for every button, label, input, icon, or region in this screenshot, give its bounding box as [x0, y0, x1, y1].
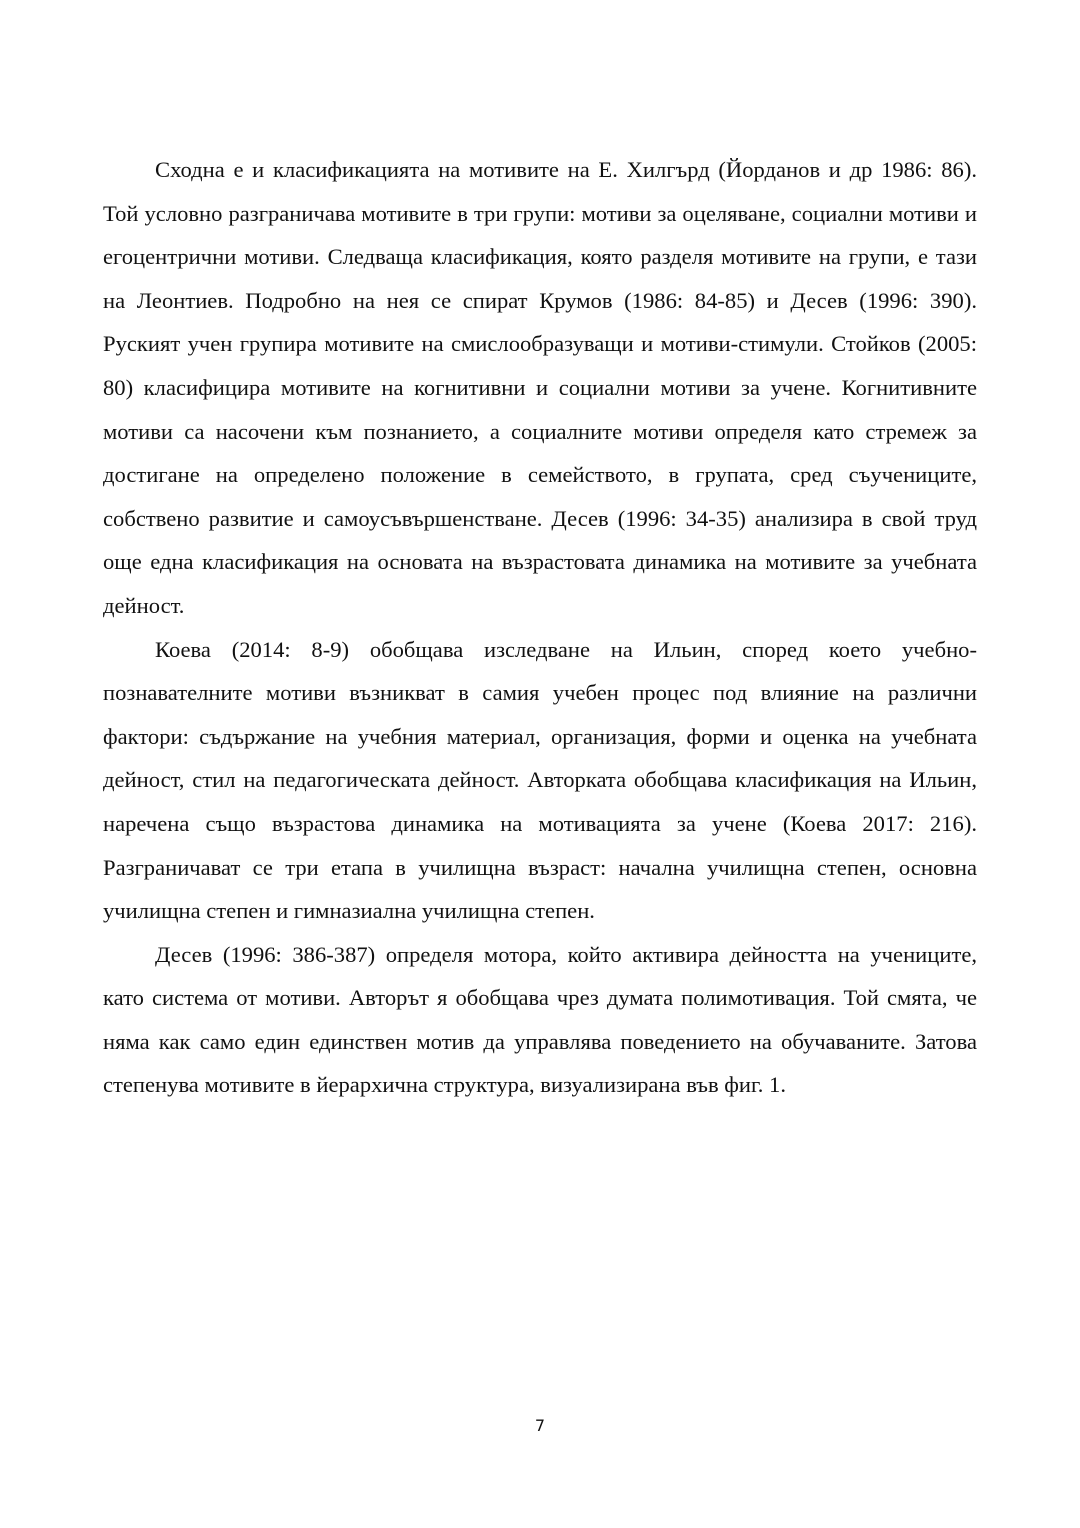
- page-number: 7: [534, 1416, 546, 1435]
- paragraph-1: Сходна е и класификацията на мотивите на Е. Хилгърд (Йорданов и др 1986: 86). Той условно разграничава мотивите в три групи: мотиви за оцеляване, социални мотиви и егоцентрични мотиви. Следваща класификация, която разделя мотивите на групи, е тази на Леонтиев. Подробно на нея се спират Крумов (1986: 84-85) и Десев (1996: 390). Руският учен групира мотивите на смислообразуващи и мотиви-стимули. Стойков (2005: 80) класифицира мотивите на когнитивни и социални мотиви за учене. Когнитивните мотиви са насочени към познанието, а социалните мотиви определя като стремеж за достигане на определено положение в семейството, в групата, сред съучениците, собствено развитие и самоусъвършенстване. Десев (1996: 34-35) анализира в свой труд още една класификация на основата на възрастовата динамика на мотивите за учебната дейност.: [103, 157, 977, 618]
- body-text: [103, 148, 977, 1107]
- paragraph-2: Коева (2014: 8-9) обобщава изследване на Ильин, според което учебно-познавателните мотиви възникват в самия учебен процес под влияние на различни фактори: съдържание на учебния материал, организация, форми и оценка на учебната дейност, стил на педагогическата дейност. Авторката обобщава класификация на Ильин, наречена също възрастова динамика на мотивацията за учене (Коева 2017: 216). Разграничават се три етапа в училищна възраст: начална училищна степен, основна училищна степен и гимназиална училищна степен.: [103, 636, 977, 924]
- paragraph-3: Десев (1996: 386-387) определя мотора, който активира дейността на учениците, като система от мотиви. Авторът я обобщава чрез думата полимотивация. Той смята, че няма как само един единствен мотив да управлява поведението на обучаваните. Затова степенува мотивите в йерархична структура, визуализирана във фиг. 1.: [103, 941, 977, 1098]
